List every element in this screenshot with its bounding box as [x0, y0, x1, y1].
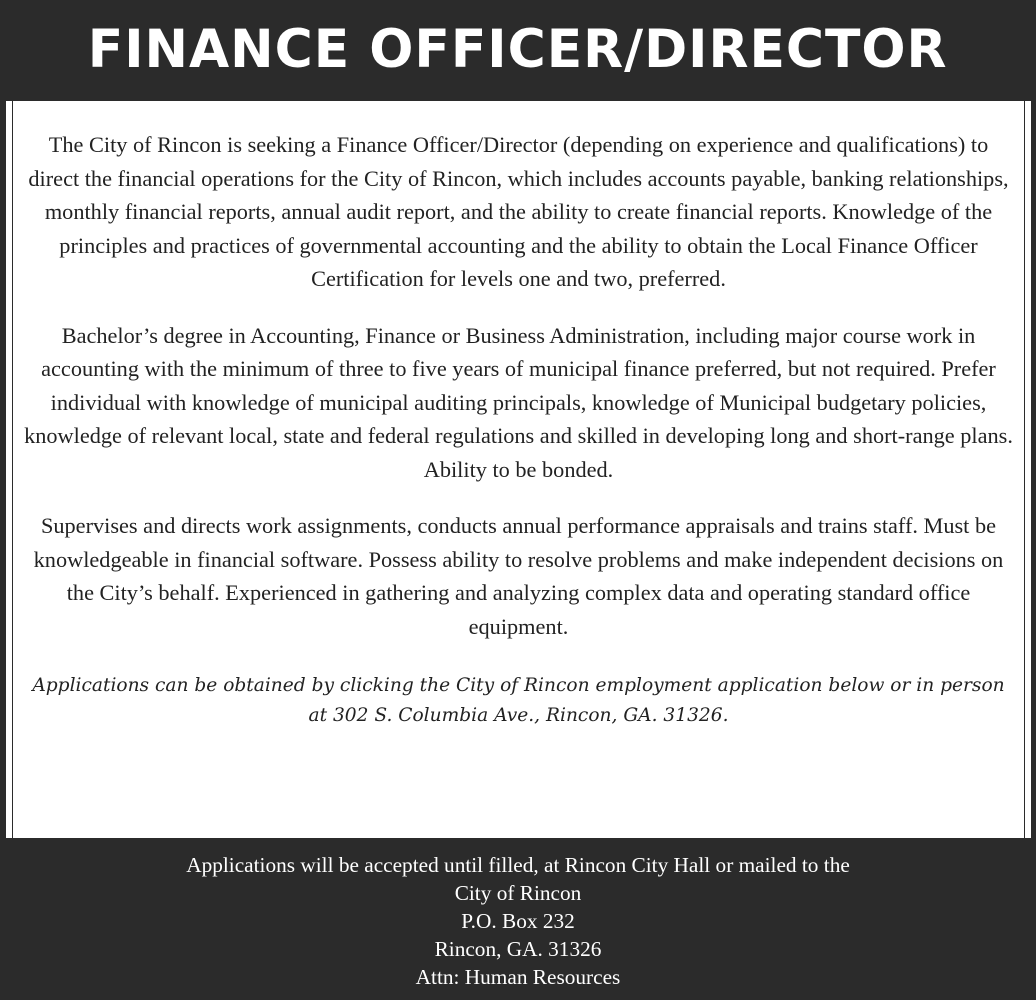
footer-line-2: City of Rincon	[454, 881, 582, 905]
description-paragraph-2: Bachelor’s degree in Accounting, Finance or Business Administration, including major course work in accounting with the minimum of three to five years of municipal finance preferred, but not required. Prefer individual with knowledge of municipal auditing principals, knowledge of Municipal budgetary policies, knowledge of relevant local, state and federal regulations and skilled in developing long and short-range plans. Ability to be bonded.	[24, 322, 1013, 482]
description-paragraph-3: Supervises and directs work assignments, conducts annual performance appraisals and trains staff. Must be knowledgeable in financial software. Possess ability to resolve problems and make independent decisions on the City’s behalf. Experienced in gathering and analyzing complex data and operating standard office equipment.	[33, 513, 1004, 639]
footer-line-3: P.O. Box 232	[461, 909, 575, 933]
footer-line-5: Attn: Human Resources	[415, 965, 621, 989]
header-banner	[0, 0, 1036, 98]
footer-line-1: Applications will be accepted until filled, at Rincon City Hall or mailed to the	[186, 853, 850, 877]
footer-line-4: Rincon, GA. 31326	[434, 937, 602, 961]
job-description	[21, 128, 1016, 754]
content-panel	[4, 101, 1033, 838]
page-title: FINANCE OFFICER/DIRECTOR	[88, 18, 948, 80]
footer-banner	[0, 842, 1036, 1000]
applications-note: Applications can be obtained by clicking the City of Rincon employment application below or in person at 302 S. Columbia Ave., Rincon, GA. 31326.	[32, 675, 1005, 726]
content-panel-inner	[12, 101, 1025, 838]
description-paragraph-1: The City of Rincon is seeking a Finance Officer/Director (depending on experience and qualifications) to direct the financial operations for the City of Rincon, which includes accounts payable, banking relationships, monthly financial reports, annual audit report, and the ability to create financial reports. Knowledge of the principles and practices of governmental accounting and the ability to obtain the Local Finance Officer Certification for levels one and two, preferred.	[28, 132, 1009, 291]
